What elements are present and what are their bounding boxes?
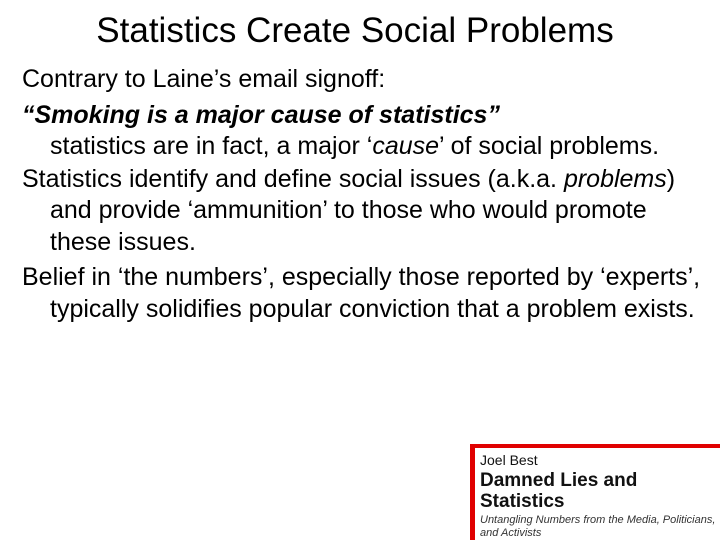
define-issues-post: ) and provide ‘ammunition’ to those who would promote these issues. xyxy=(50,164,676,256)
smoking-quote: “Smoking is a major cause of statistics” xyxy=(22,100,500,129)
book-subtitle-line-1: Untangling Numbers from the Media, Politicians, xyxy=(480,514,716,526)
paragraph-smoking-quote xyxy=(22,100,712,163)
slide-title: Statistics Create Social Problems xyxy=(96,11,614,50)
book-cover-inner xyxy=(475,448,720,540)
quote-explanation-post: ’ of social problems. xyxy=(439,132,660,160)
quote-explanation-em: cause xyxy=(372,132,440,160)
book-author: Joel Best xyxy=(480,452,538,468)
book-subtitle-line-2: and Activists xyxy=(480,527,542,539)
belief-numbers-text: Belief in ‘the numbers’, especially those reported by ‘experts’, typically solidifies popular conviction that a problem exists. xyxy=(22,263,701,323)
quote-explanation-pre: statistics are in fact, a major ‘ xyxy=(50,132,373,160)
book-cover xyxy=(470,444,720,540)
define-issues-em: problems xyxy=(563,164,667,193)
slide-body xyxy=(22,64,712,325)
define-issues-pre: Statistics identify and define social issues (a.k.a. xyxy=(22,164,564,193)
paragraph-email-signoff xyxy=(22,64,712,96)
book-title-line-2: Statistics xyxy=(480,491,565,512)
paragraph-define-issues xyxy=(22,164,712,259)
email-signoff-text: Contrary to Laine’s email signoff: xyxy=(22,65,386,93)
paragraph-belief-numbers xyxy=(22,262,712,325)
book-title-line-1: Damned Lies and xyxy=(480,470,638,491)
